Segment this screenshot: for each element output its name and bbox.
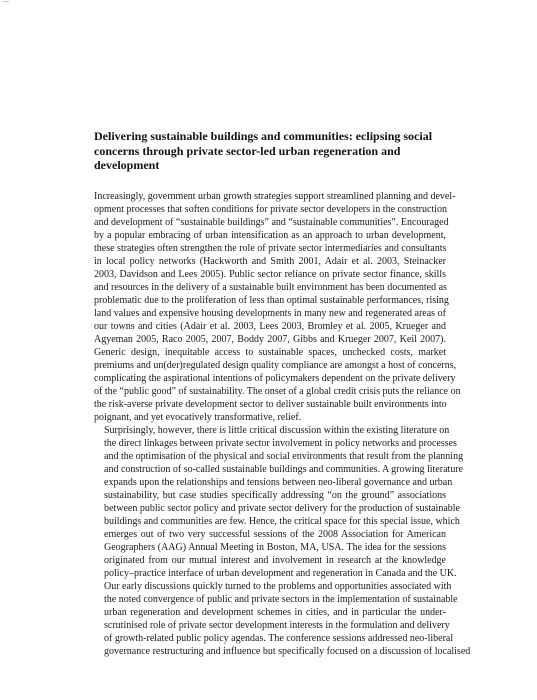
text-line: and the optimisation of the physical and social environments that result from the planning (104, 451, 464, 462)
text-line: opment processes that soften conditions for private sector developers in the construction (94, 204, 447, 215)
text-line: expands upon the relationships and tensions between neo-liberal governance and urban (104, 477, 453, 488)
corner-mark: — (2, 0, 9, 5)
article-title: Delivering sustainable buildings and communities: eclipsing social concerns through private sector-led urban regeneration and development (94, 129, 433, 172)
text-line: Generic design, inequitable access to sustainable spaces, unchecked costs, market (94, 347, 446, 358)
text-line: our towns and cities (Adair et al. 2003, Lees 2003, Bromley et al. 2005, Krueger and (94, 321, 446, 332)
text-line: originated from our mutual interest and involvement in research at the knowledge (104, 555, 446, 566)
text-line: Surprisingly, however, there is little critical discussion within the existing literature on (104, 425, 450, 436)
text-line: in local policy networks (Hackworth and Smith 2001, Adair et al. 2003, Steinacker (94, 256, 446, 267)
text-line: the risk-averse private development sector to deliver sustainable built environments into (94, 399, 447, 410)
text-line: 2003, Davidson and Lees 2005). Public sector reliance on private sector finance, skills (94, 269, 446, 280)
paragraph-1 (94, 190, 461, 424)
text-line: problematic due to the proliferation of less than optimal sustainable performances, rising (94, 295, 449, 306)
text-line: governance restructuring and influence but specifically focused on a discussion of localised (104, 646, 471, 657)
text-line: between public sector policy and private sector delivery for the production of sustainable (104, 503, 460, 514)
text-line: the noted convergence of public and private sectors in the implementation of sustainable (104, 594, 458, 605)
text-line: scrutinised role of private sector development interests in the formulation and delivery (104, 620, 450, 631)
text-line: Agyeman 2005, Raco 2005, 2007, Boddy 2007, Gibbs and Krueger 2007, Keil 2007). (94, 334, 446, 345)
text-line: complicating the aspirational intentions of policymakers dependent on the private delivery (94, 373, 456, 384)
text-line: land values and expensive housing developments in many new and regenerated areas of (94, 308, 446, 319)
text-line: premiums and un(der)regulated design quality compliance are amongst a host of concerns, (94, 360, 457, 371)
text-line: urban regeneration and development schemes in cities, and in particular the under- (104, 607, 446, 618)
article-body (94, 190, 471, 658)
paragraph-2 (94, 424, 471, 658)
text-line: poignant, and yet evocatively transformative, relief. (94, 412, 302, 423)
text-line: policy–practice interface of urban development and regeneration in Canada and the UK. (104, 568, 457, 579)
text-line: Our early discussions quickly turned to the problems and opportunities associated with (104, 581, 452, 592)
text-line: Increasingly, government urban growth strategies support streamlined planning and devel- (94, 191, 456, 202)
text-line: and resources in the delivery of a sustainable built environment has been documented as (94, 282, 447, 293)
text-line: by a popular embracing of urban intensification as an approach to urban development, (94, 230, 446, 241)
text-line: of the “public good” of sustainability. The onset of a global credit crisis puts the reliance on (94, 386, 461, 397)
text-line: and construction of so-called sustainable buildings and communities. A growing literature (104, 464, 464, 475)
text-line: Geographers (AAG) Annual Meeting in Boston, MA, USA. The idea for the sessions (104, 542, 446, 553)
text-line: and development of “sustainable buildings” and “sustainable communities”. Encouraged (94, 217, 449, 228)
text-line: these strategies often strengthen the role of private sector intermediaries and consultants (94, 243, 447, 254)
text-line: emerges out of two very successful sessions of the 2008 Association for American (104, 529, 446, 540)
text-line: of growth-related public policy agendas. The conference sessions addressed neo-liberal (104, 633, 454, 644)
text-line: the direct linkages between private sector involvement in policy networks and processes (104, 438, 457, 449)
text-line: buildings and communities are few. Hence, the critical space for this special issue, which (104, 516, 460, 527)
text-line: sustainability, but case studies specifically addressing “on the ground” associations (104, 490, 446, 501)
